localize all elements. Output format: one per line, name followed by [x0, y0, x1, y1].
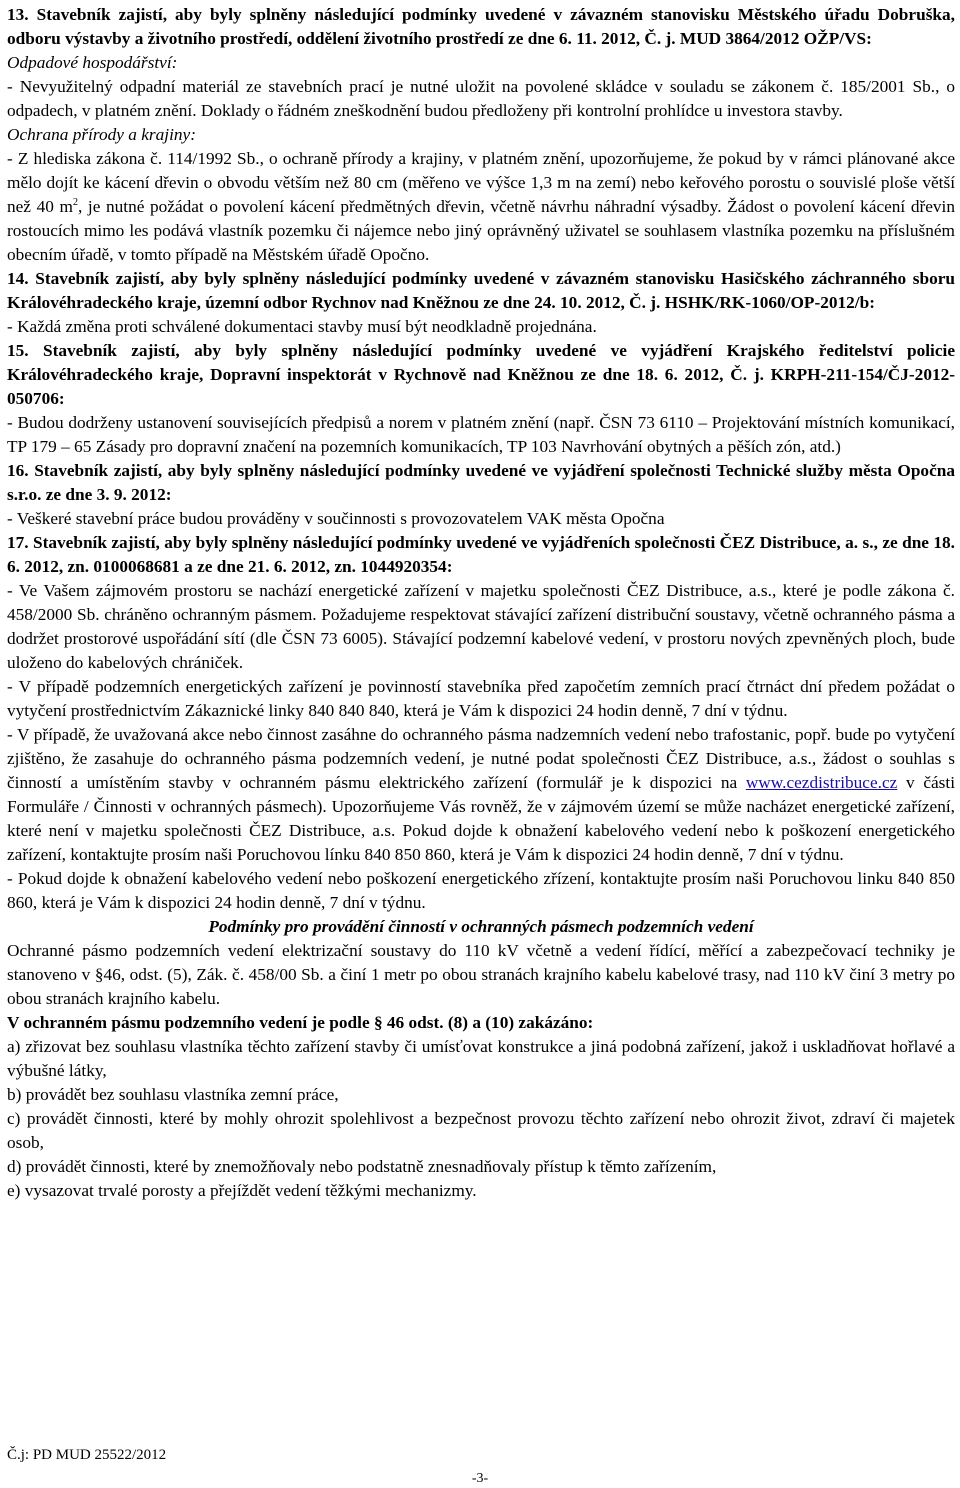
- paragraph-nature-part2: , je nutné požádat o povolení kácení předmětných dřevin, včetně návrhu náhradní výsadby. Žádost o povolení kácení dřevin rostoucích mimo les podává vlastník pozemku či nájemce nebo jiný oprávněný uživatel se souhlasem vlastníka pozemku na příslušném obecním úřadě, v tomto případě na Městském úřadě Opočno.: [7, 197, 955, 264]
- paragraph-17-1: - Ve Vašem zájmovém prostoru se nachází energetické zařízení v majetku společnosti ČEZ Distribuce, a.s., které je podle zákona č. 458/2000 Sb. chráněno ochranným pásmem. Požadujeme respektovat stávající zařízení distribuční soustavy, včetně ochranného pásma a dodržet prostorové uspořádání sítí (dle ČSN 73 6005). Stávající podzemní kabelové vedení, v prostoru nových zpevněných ploch, bude uloženo do kabelových chrániček.: [7, 581, 955, 672]
- footer-reference: Č.j: PD MUD 25522/2012: [7, 1447, 167, 1463]
- section-15-heading: 15. Stavebník zajistí, aby byly splněny následující podmínky uvedené ve vyjádření Krajského ředitelství policie Královéhradeckého kraje, Dopravní inspektorát v Rychnově nad Kněžnou ze dne 18. 6. 2012, Č. j. KRPH-211-154/ČJ-2012-050706:: [7, 341, 955, 408]
- section-14-heading: 14. Stavebník zajistí, aby byly splněny následující podmínky uvedené v závazném stanovisku Hasičského záchranného sboru Královéhradeckého kraje, územní odbor Rychnov nad Kněžnou ze dne 24. 10. 2012, Č. j. HSHK/RK-1060/OP-2012/b:: [7, 269, 955, 312]
- paragraph-waste: [7, 75, 955, 123]
- paragraph-16: - Veškeré stavební práce budou prováděny v součinnosti s provozovatelem VAK města Opočna: [7, 509, 665, 528]
- list-item: d) provádět činnosti, které by znemožňovaly nebo podstatně znesnadňovaly přístup k těmto zařízením,: [7, 1157, 717, 1176]
- paragraph-17-3-part1: - V případě, že uvažovaná akce nebo činnost zasáhne do ochranného pásma nadzemních vedení nebo trafostanic, popř. bude po vytyčení zjištěno, že zasahuje do ochranného pásma podzemních vedení, je nutné podat společnosti ČEZ Distribuce, a.s., žádost o souhlas s činností a umístěním stavby v ochranném pásmu elektrického zařízení (formulář je k dispozici na: [7, 725, 955, 792]
- paragraph-waste-part1: - Nevyužitelný odpadní materiál ze stavebních prací je nutné uložit na povolené skládce v souladu se zákonem č. 185/2001 Sb., o odpadech, v platném znění.: [7, 77, 955, 120]
- paragraph-15: - Budou dodrženy ustanovení souvisejících předpisů a norem v platném znění (např. ČSN 73 6110 – Projektování místních komunikací, TP 179 – 65 Zásady pro dopravní značení na pozemních komunikacích, TP 103 Navrhování obytných a pěších zón, atd.): [7, 413, 955, 456]
- document-body: [7, 3, 955, 1203]
- cez-website-link[interactable]: www.cezdistribuce.cz: [745, 773, 898, 792]
- prohibited-heading: V ochranném pásmu podzemního vedení je podle § 46 odst. (8) a (10) zakázáno:: [7, 1013, 594, 1032]
- paragraph-17-3: [7, 723, 955, 867]
- subheading-nature: Ochrana přírody a krajiny:: [7, 125, 196, 144]
- superscript-2: 2: [72, 197, 78, 209]
- page-number: -3-: [471, 1471, 489, 1486]
- conditions-paragraph: Ochranné pásmo podzemních vedení elektrizační soustavy do 110 kV včetně a vedení řídící, měřící a zabezpečovací techniky je stanoveno v §46, odst. (5), Zák. č. 458/00 Sb. a činí 1 metr po obou stranách krajního kabelu kabelové trasy, nad 110 kV činí 3 metry po obou stranách krajního kabelu.: [7, 941, 955, 1008]
- list-item: b) provádět bez souhlasu vlastníka zemní práce,: [7, 1085, 339, 1104]
- paragraph-14: - Každá změna proti schválené dokumentaci stavby musí být neodkladně projednána.: [7, 317, 597, 336]
- paragraph-nature: [7, 147, 955, 267]
- list-item: c) provádět činnosti, které by mohly ohrozit spolehlivost a bezpečnost provozu těchto zařízení nebo ohrozit život, zdraví či majetek osob,: [7, 1109, 955, 1152]
- list-item: e) vysazovat trvalé porosty a přejíždět vedení těžkými mechanizmy.: [7, 1181, 477, 1200]
- paragraph-nature-part1: - Z hlediska zákona č. 114/1992 Sb., o ochraně přírody a krajiny, v platném znění, upozorňujeme, že pokud by v rámci plánované akce mělo dojít ke kácení dřevin o obvodu větším než 80 cm (měřeno ve výšce 1,3 m na zemí) nebo keřového porostu o souvislé ploše větší než 40 m: [7, 149, 955, 216]
- paragraph-17-2: - V případě podzemních energetických zařízení je povinností stavebníka před započetím zemních prací čtrnáct dní předem požádat o vytyčení prostřednictvím Zákaznické linky 840 840 840, která je Vám k dispozici 24 hodin denně, 7 dní v týdnu.: [7, 677, 955, 720]
- section-13-heading: 13. Stavebník zajistí, aby byly splněny následující podmínky uvedené v závazném stanovisku Městského úřadu Dobruška, odboru výstavby a životního prostředí, oddělení životního prostředí ze dne 6. 11. 2012, Č. j. MUD 3864/2012 OŽP/VS:: [7, 5, 955, 48]
- subheading-waste: Odpadové hospodářství:: [7, 53, 178, 72]
- conditions-title: Podmínky pro provádění činností v ochranných pásmech podzemních vedení: [208, 917, 754, 936]
- paragraph-17-4: - Pokud dojde k obnažení kabelového vedení nebo poškození energetického zřízení, kontaktujte prosím naši Poruchovou linku 840 850 860, která je Vám k dispozici 24 hodin denně, 7 dní v týdnu.: [7, 869, 955, 912]
- section-16-heading: 16. Stavebník zajistí, aby byly splněny následující podmínky uvedené ve vyjádření společnosti Technické služby města Opočna s.r.o. ze dne 3. 9. 2012:: [7, 461, 955, 504]
- list-item: a) zřizovat bez souhlasu vlastníka těchto zařízení stavby či umísťovat konstrukce a jiná podobná zařízení, jakož i uskladňovat hořlavé a výbušné látky,: [7, 1037, 955, 1080]
- paragraph-waste-part2: Doklady o řádném zneškodnění budou předloženy při kontrolní prohlídce u investora stavby.: [200, 101, 843, 120]
- paragraph-17-3-part2: v části Formuláře / Činnosti v ochranných pásmech). Upozorňujeme Vás rovněž, že v zájmovém území se může nacházet energetické zařízení, které není v majetku společnosti ČEZ Distribuce, a.s. Pokud dojde k obnažení kabelového vedení nebo k poškození energetického zařízení, kontaktujte prosím naši Poruchovou línku 840 850 860, která je Vám k dispozici 24 hodin denně, 7 dní v týdnu.: [7, 773, 955, 864]
- section-17-heading: 17. Stavebník zajistí, aby byly splněny následující podmínky uvedené ve vyjádřeních společnosti ČEZ Distribuce, a. s., ze dne 18. 6. 2012, zn. 0100068681 a ze dne 21. 6. 2012, zn. 1044920354:: [7, 533, 955, 576]
